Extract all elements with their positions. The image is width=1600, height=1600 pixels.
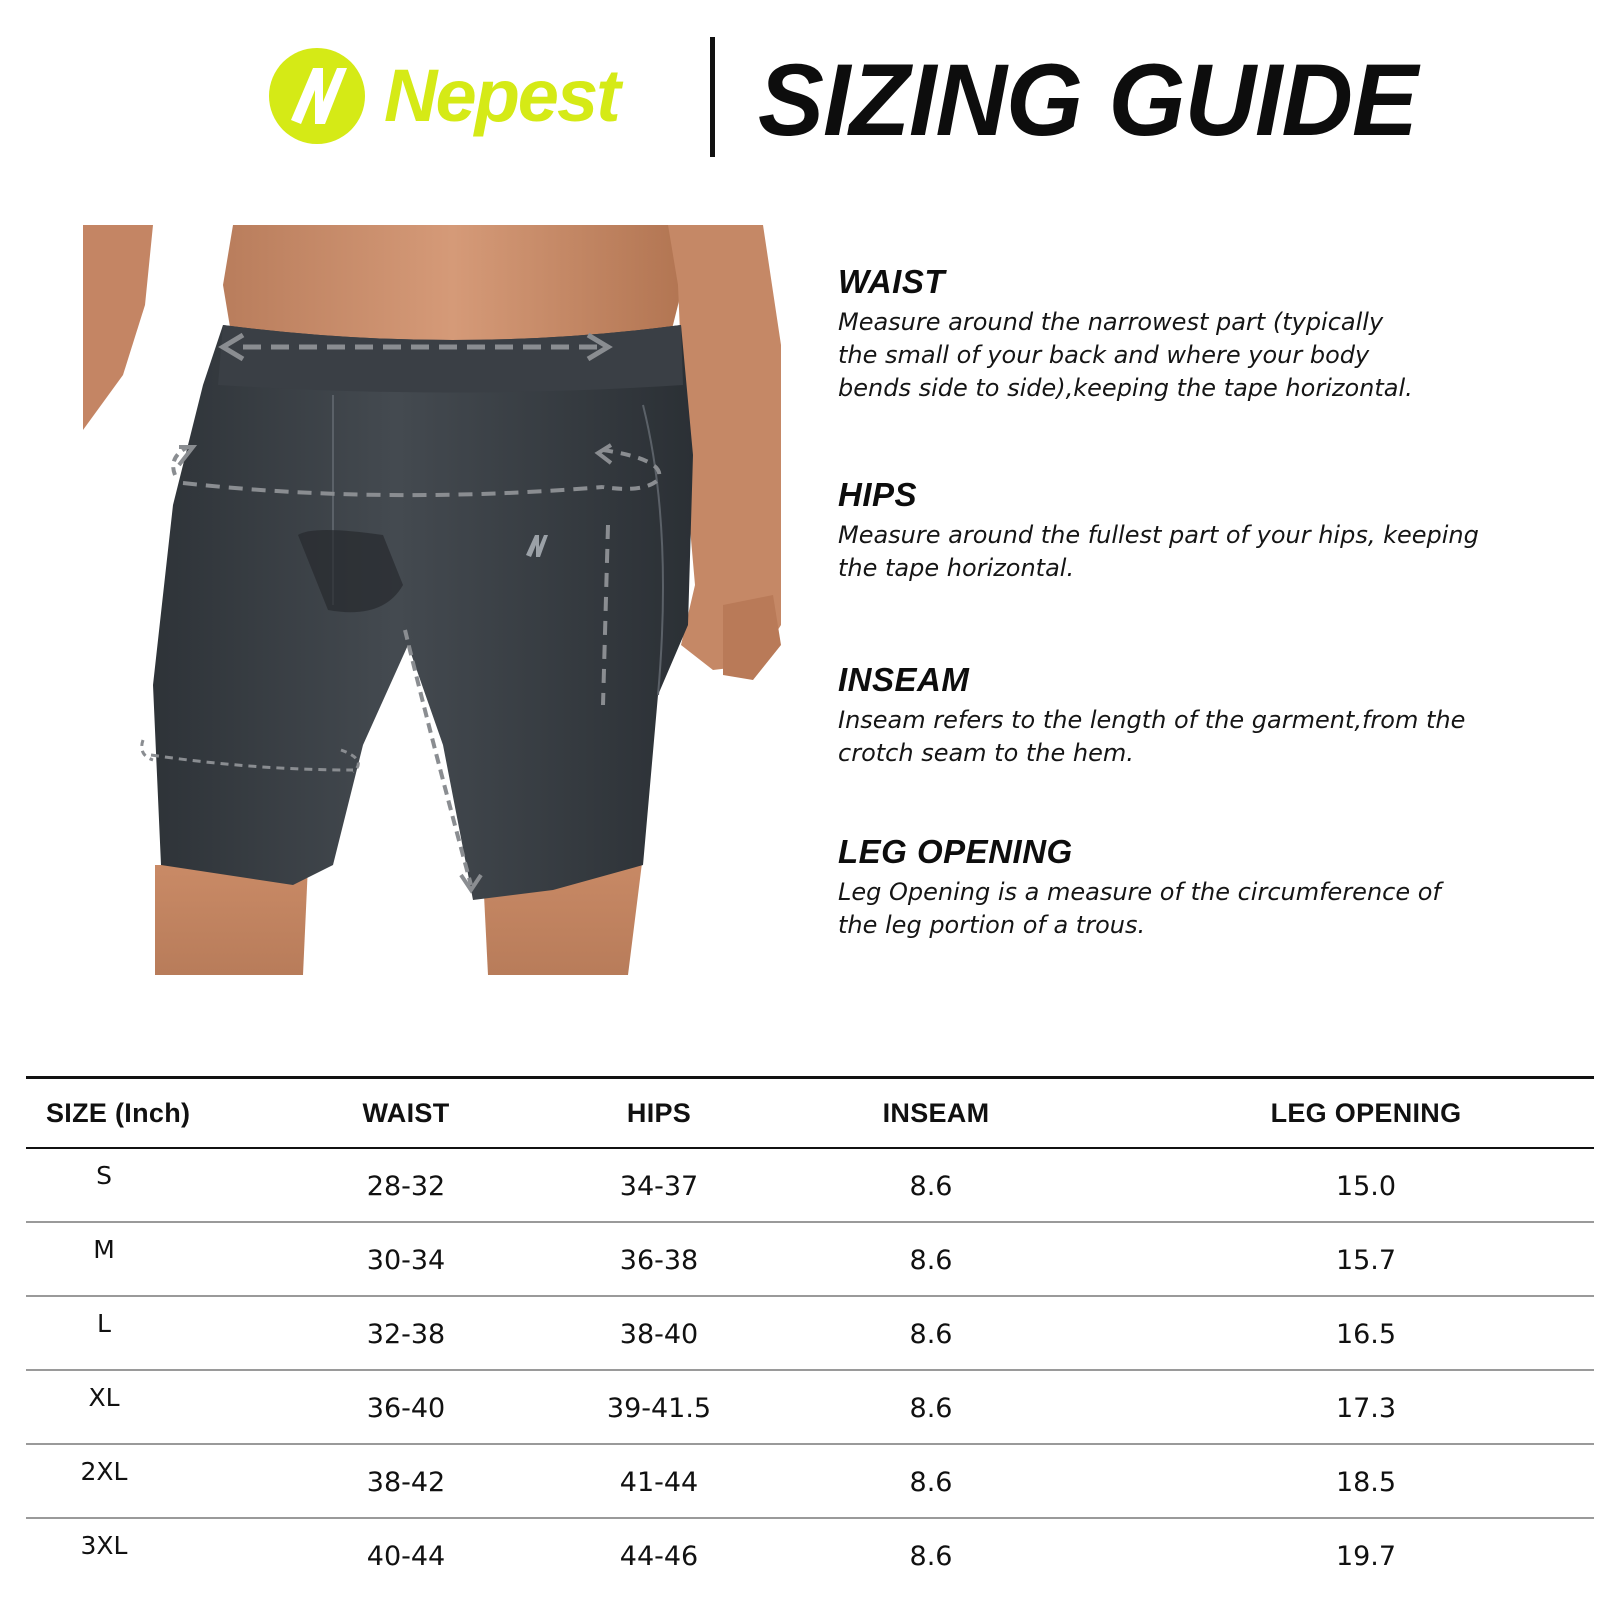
cell-waist: 38-42 <box>366 1467 446 1498</box>
cycling-shorts-illustration <box>83 225 781 975</box>
cell-inseam: 8.6 <box>909 1393 953 1424</box>
inseam-description <box>838 660 1558 770</box>
cell-size: S <box>96 1161 112 1190</box>
cell-size: L <box>97 1309 111 1338</box>
cell-size: 3XL <box>80 1531 128 1560</box>
cell-leg-opening: 16.5 <box>1335 1319 1397 1350</box>
table-header-row <box>26 1079 1594 1147</box>
table-row <box>26 1297 1594 1371</box>
hips-text: Measure around the fullest part of your hips, keeping the tape horizontal. <box>838 521 1479 582</box>
waist-text: Measure around the narrowest part (typically the small of your back and where your body bends side to side),keeping the tape horizontal. <box>838 308 1413 402</box>
cell-hips: 44-46 <box>619 1541 699 1572</box>
header-inseam: INSEAM <box>882 1098 990 1128</box>
cell-waist: 30-34 <box>366 1245 446 1276</box>
cell-leg-opening: 18.5 <box>1335 1467 1397 1498</box>
header-size: SIZE (Inch) <box>46 1098 191 1128</box>
cell-leg-opening: 15.0 <box>1335 1171 1397 1202</box>
cell-inseam: 8.6 <box>909 1541 953 1572</box>
torso <box>223 225 683 345</box>
waist-description <box>838 262 1558 405</box>
cell-leg-opening: 15.7 <box>1335 1245 1397 1276</box>
cell-size: M <box>93 1235 115 1264</box>
header-hips: HIPS <box>626 1098 692 1128</box>
brand-name: Nepest <box>384 54 619 137</box>
cell-hips: 39-41.5 <box>606 1393 712 1424</box>
cell-size: 2XL <box>80 1457 128 1486</box>
cell-size: XL <box>88 1383 120 1412</box>
cell-waist: 36-40 <box>366 1393 446 1424</box>
page-title: SIZING GUIDE <box>758 43 1418 157</box>
right-hand <box>723 595 781 680</box>
cell-leg-opening: 19.7 <box>1335 1541 1397 1572</box>
inseam-text: Inseam refers to the length of the garment,from the crotch seam to the hem. <box>838 706 1466 767</box>
leg-opening-title: LEG OPENING <box>838 833 1073 870</box>
header-divider <box>710 37 715 157</box>
cell-inseam: 8.6 <box>909 1245 953 1276</box>
cell-leg-opening: 17.3 <box>1335 1393 1397 1424</box>
cell-inseam: 8.6 <box>909 1171 953 1202</box>
table-row <box>26 1371 1594 1445</box>
table-row <box>26 1223 1594 1297</box>
table-row <box>26 1445 1594 1519</box>
cell-hips: 38-40 <box>619 1319 699 1350</box>
hips-description <box>838 475 1558 585</box>
table-row <box>26 1149 1594 1223</box>
cell-inseam: 8.6 <box>909 1467 953 1498</box>
cell-hips: 36-38 <box>619 1245 699 1276</box>
waist-title: WAIST <box>838 263 945 300</box>
page-header <box>0 0 1600 190</box>
cell-hips: 41-44 <box>619 1467 699 1498</box>
cell-waist: 40-44 <box>366 1541 446 1572</box>
header-leg-opening: LEG OPENING <box>1270 1098 1462 1128</box>
inseam-title: INSEAM <box>838 661 970 698</box>
nepest-logo-icon <box>267 46 367 146</box>
table-row <box>26 1519 1594 1593</box>
leg-opening-description <box>838 832 1558 942</box>
product-illustration <box>83 225 781 975</box>
header-waist: WAIST <box>362 1098 450 1128</box>
cell-inseam: 8.6 <box>909 1319 953 1350</box>
cell-waist: 28-32 <box>366 1171 446 1202</box>
cell-hips: 34-37 <box>619 1171 699 1202</box>
left-arm <box>83 225 153 430</box>
cycling-shorts <box>153 325 693 900</box>
cell-waist: 32-38 <box>366 1319 446 1350</box>
hips-title: HIPS <box>838 476 918 513</box>
leg-opening-text: Leg Opening is a measure of the circumference of the leg portion of a trous. <box>838 878 1441 939</box>
